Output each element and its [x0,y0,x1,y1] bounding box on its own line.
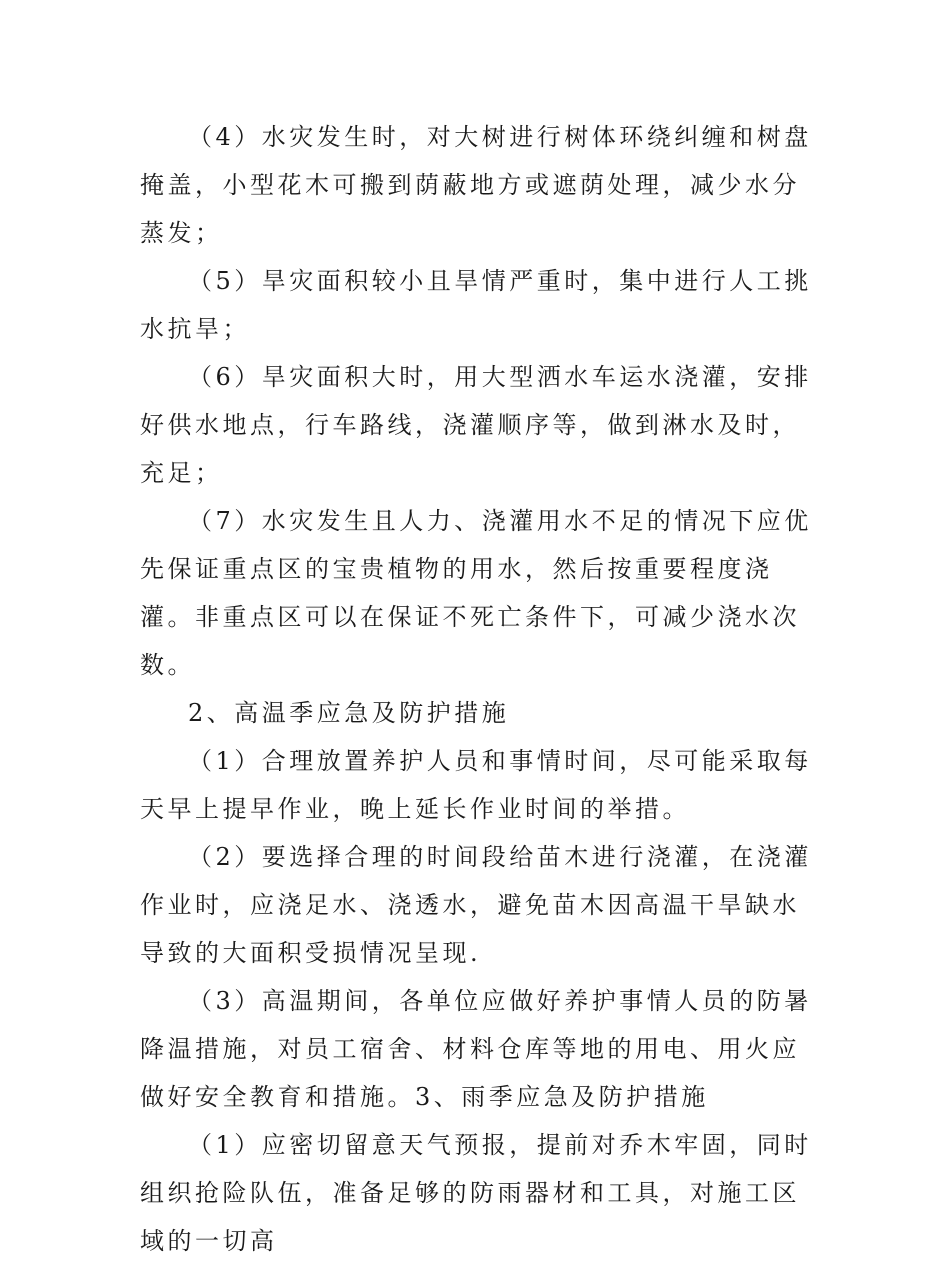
paragraph-water-shortage-priority: （7）水灾发生且人力、浇灌用水不足的情况下应优先保证重点区的宝贵植物的用水，然后按重要程度浇灌。非重点区可以在保证不死亡条件下，可减少浇水次数。 [140,507,812,679]
paragraph-rain-season-prep: （1）应密切留意天气预报，提前对乔木牢固，同时组织抢险队伍，准备足够的防雨器材和工具，对施工区域的一切高 [140,1131,812,1255]
paragraph-heat-safety: （3）高温期间，各单位应做好养护事情人员的防暑降温措施，对员工宿舍、材料仓库等地的用电、用火应做好安全教育和措施。3、雨季应急及防护措施 [140,987,812,1111]
paragraph-drought-small-area: （5）旱灾面积较小且旱情严重时，集中进行人工挑水抗旱； [140,267,812,343]
paragraph-work-schedule: （1）合理放置养护人员和事情时间，尽可能采取每天早上提早作业，晚上延长作业时间的举措。 [140,747,812,823]
paragraph-irrigation-timing: （2）要选择合理的时间段给苗木进行浇灌，在浇灌作业时，应浇足水、浇透水，避免苗木因高温干旱缺水导致的大面积受损情况呈现. [140,843,812,967]
paragraph-flood-tree-cover: （4）水灾发生时，对大树进行树体环绕纠缠和树盘掩盖，小型花木可搬到荫蔽地方或遮荫处理，减少水分蒸发； [140,123,812,247]
document-body [140,113,820,1265]
paragraph-drought-large-area: （6）旱灾面积大时，用大型洒水车运水浇灌，安排好供水地点，行车路线，浇灌顺序等，做到淋水及时，充足； [140,363,812,487]
section-heading-high-temperature: 2、高温季应急及防护措施 [188,699,510,727]
